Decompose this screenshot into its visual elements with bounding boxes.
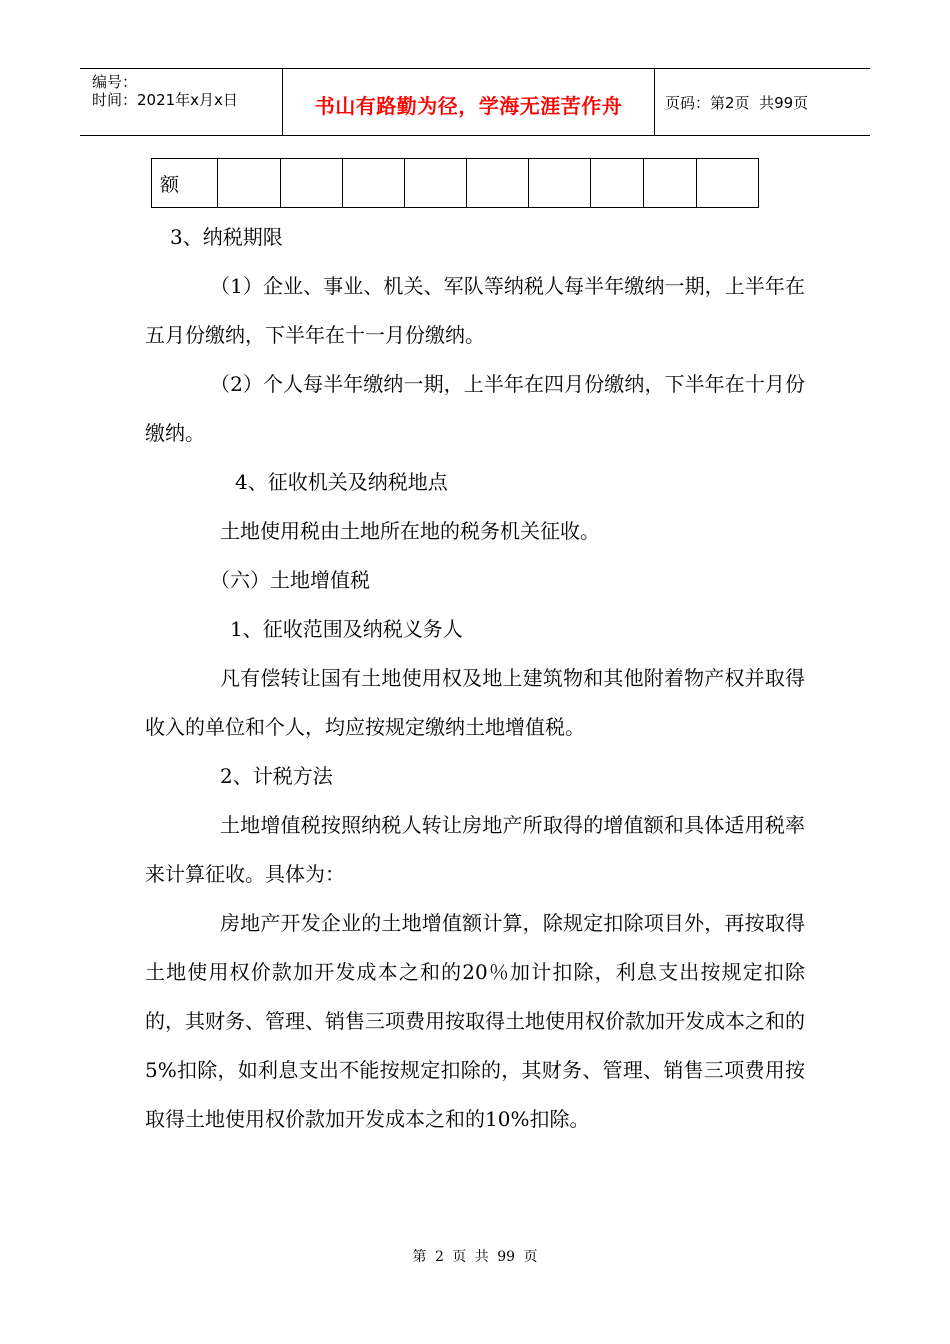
page-footer: 第 2 页 共 99 页	[412, 1249, 538, 1265]
paragraph: （1）企业、事业、机关、军队等纳税人每半年缴纳一期，上半年在五月份缴纳，下半年在十一月份缴纳。	[145, 274, 805, 347]
paragraph: 土地增值税按照纳税人转让房地产所取得的增值额和具体适用税率来计算征收。具体为：	[145, 813, 805, 886]
table-row	[152, 159, 759, 208]
table-cell	[281, 159, 343, 208]
paragraph: 房地产开发企业的土地增值额计算，除规定扣除项目外，再按取得土地使用权价款加开发成本之和的20％加计扣除，利息支出按规定扣除的，其财务、管理、销售三项费用按取得土地使用权价款加开发成本之和的5%扣除，如利息支出不能按规定扣除的，其财务、管理、销售三项费用按取得土地使用权价款加开发成本之和的10%扣除。	[145, 911, 805, 1131]
serial-number-label: 编号：	[92, 73, 138, 91]
paragraph: 土地使用税由土地所在地的税务机关征收。	[220, 519, 600, 543]
table-cell	[591, 159, 644, 208]
section-heading-land-vat: （六）土地增值税	[210, 568, 370, 592]
paragraph: 凡有偿转让国有土地使用权及地上建筑物和其他附着物产权并取得收入的单位和个人，均应按规定缴纳土地增值税。	[145, 666, 805, 739]
table-cell	[467, 159, 529, 208]
table-cell	[529, 159, 591, 208]
amount-table	[151, 158, 759, 208]
section-heading-authority: 4、征收机关及纳税地点	[235, 470, 448, 494]
page-header	[80, 68, 870, 136]
header-meta	[80, 69, 283, 135]
motto: 书山有路勤为径，学海无涯苦作舟	[314, 93, 623, 118]
amount-label-cell: 额	[152, 159, 218, 208]
paragraph: （2）个人每半年缴纳一期，上半年在四月份缴纳，下半年在十月份缴纳。	[145, 372, 805, 445]
table-cell	[218, 159, 281, 208]
table-cell	[697, 159, 759, 208]
header-page-number: 页码：第2页 共99页	[665, 93, 809, 112]
table-cell	[644, 159, 697, 208]
section-heading-scope: 1、征收范围及纳税义务人	[230, 617, 463, 641]
date-label: 时间：2021年x月x日	[92, 91, 238, 109]
table-cell	[343, 159, 405, 208]
document-body	[145, 213, 805, 1144]
section-heading-deadline: 3、纳税期限	[170, 225, 283, 249]
table-cell	[405, 159, 467, 208]
header-motto-cell	[283, 69, 655, 135]
header-page-cell	[655, 69, 870, 135]
section-heading-method: 2、计税方法	[220, 764, 333, 788]
